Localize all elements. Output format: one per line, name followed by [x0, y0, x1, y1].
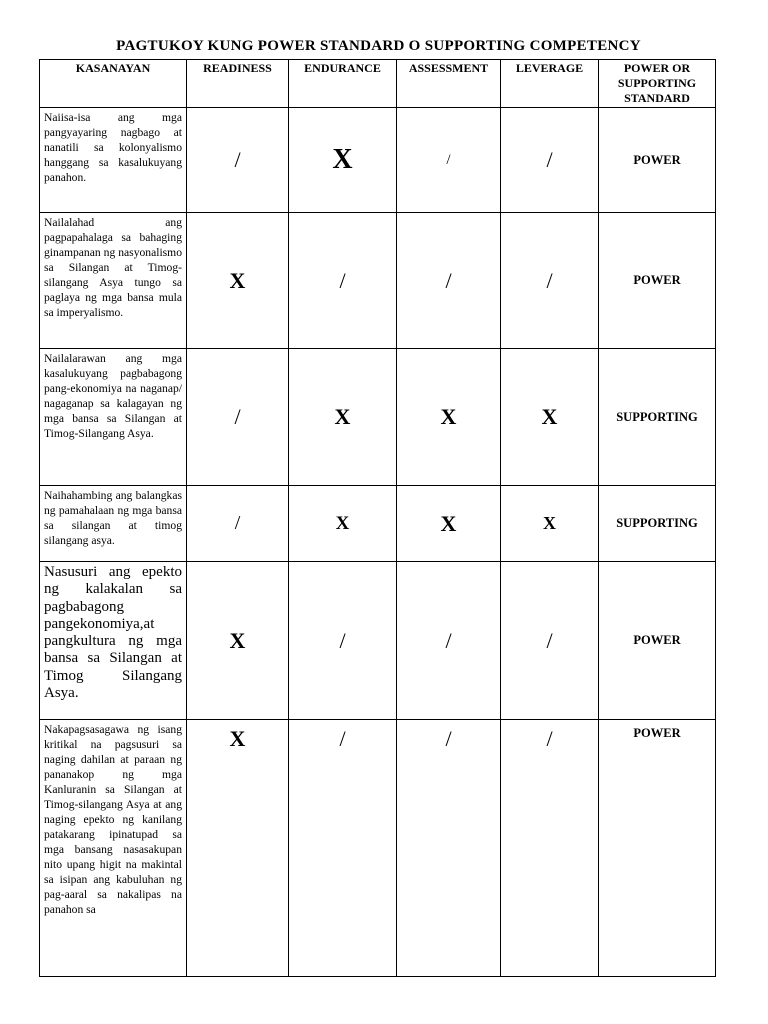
- competency-table: [39, 59, 716, 977]
- endurance-cell: X: [289, 108, 397, 213]
- standard-cell: SUPPORTING: [599, 349, 716, 486]
- table-row: [40, 486, 716, 562]
- kasanayan-cell: Naihahambing ang balangkas ng pamahalaan ng mga bansa sa silangan at timog silangang asya.: [40, 486, 187, 562]
- assessment-cell: X: [397, 486, 501, 562]
- standard-cell: POWER: [599, 108, 716, 213]
- kasanayan-cell: Nailalahad ang pagpapahalaga sa bahaging ginampanan ng nasyonalismo sa Silangan at Timog-silangang Asya tungo sa paglaya ng mga bansa mula sa imperyalismo.: [40, 213, 187, 349]
- kasanayan-cell: Naiisa-isa ang mga pangyayaring nagbago at nanatili sa kolonyalismo hanggang sa kasalukuyang panahon.: [40, 108, 187, 213]
- table-row: [40, 213, 716, 349]
- assessment-cell: X: [397, 349, 501, 486]
- leverage-cell: X: [501, 349, 599, 486]
- standard-cell: POWER: [599, 213, 716, 349]
- standard-cell: POWER: [599, 562, 716, 720]
- kasanayan-cell: Nasusuri ang epekto ng kalakalan sa pagbabagong pangekonomiya,at pangkultura ng mga bansa sa Silangan at Timog Silangang Asya.: [40, 562, 187, 720]
- readiness-cell: X: [187, 720, 289, 977]
- kasanayan-cell: Nailalarawan ang mga kasalukuyang pagbabagong pang-ekonomiya na naganap/ nagaganap sa kalagayan ng mga bansa sa Silangan at Timog-Silangang Asya.: [40, 349, 187, 486]
- endurance-cell: /: [289, 720, 397, 977]
- readiness-cell: X: [187, 562, 289, 720]
- header-leverage: LEVERAGE: [501, 60, 599, 108]
- table-row: [40, 108, 716, 213]
- standard-cell: SUPPORTING: [599, 486, 716, 562]
- header-kasanayan: KASANAYAN: [40, 60, 187, 108]
- table-row: [40, 720, 716, 977]
- standard-cell: POWER: [599, 720, 716, 977]
- leverage-cell: /: [501, 720, 599, 977]
- readiness-cell: /: [187, 486, 289, 562]
- leverage-cell: /: [501, 562, 599, 720]
- leverage-cell: X: [501, 486, 599, 562]
- leverage-cell: /: [501, 213, 599, 349]
- endurance-cell: /: [289, 562, 397, 720]
- table-row: [40, 562, 716, 720]
- readiness-cell: /: [187, 108, 289, 213]
- header-standard: POWER OR SUPPORTING STANDARD: [599, 60, 716, 108]
- table-row: [40, 349, 716, 486]
- header-assessment: ASSESSMENT: [397, 60, 501, 108]
- assessment-cell: /: [397, 213, 501, 349]
- endurance-cell: X: [289, 349, 397, 486]
- readiness-cell: /: [187, 349, 289, 486]
- assessment-cell: /: [397, 562, 501, 720]
- readiness-cell: X: [187, 213, 289, 349]
- assessment-cell: /: [397, 108, 501, 213]
- header-row: [40, 60, 716, 108]
- header-readiness: READINESS: [187, 60, 289, 108]
- endurance-cell: X: [289, 486, 397, 562]
- kasanayan-text: Nakapagsasagawa ng isang kritikal na pagsusuri sa naging dahilan at paraan ng pananakop ng mga Kanluranin sa Silangan at Timog-silangang Asya at ang naging epekto ng kanilang patakarang ipinatupad sa mga bansang nasasakupan nito upang higit na makintal sa isipan ang kabuluhan ng pag-aaral sa nakalipas na panahon sa: [44, 723, 182, 916]
- header-endurance: ENDURANCE: [289, 60, 397, 108]
- endurance-cell: /: [289, 213, 397, 349]
- document-title: PAGTUKOY KUNG POWER STANDARD O SUPPORTING COMPETENCY: [116, 38, 641, 54]
- kasanayan-cell: [40, 720, 187, 977]
- assessment-cell: /: [397, 720, 501, 977]
- leverage-cell: /: [501, 108, 599, 213]
